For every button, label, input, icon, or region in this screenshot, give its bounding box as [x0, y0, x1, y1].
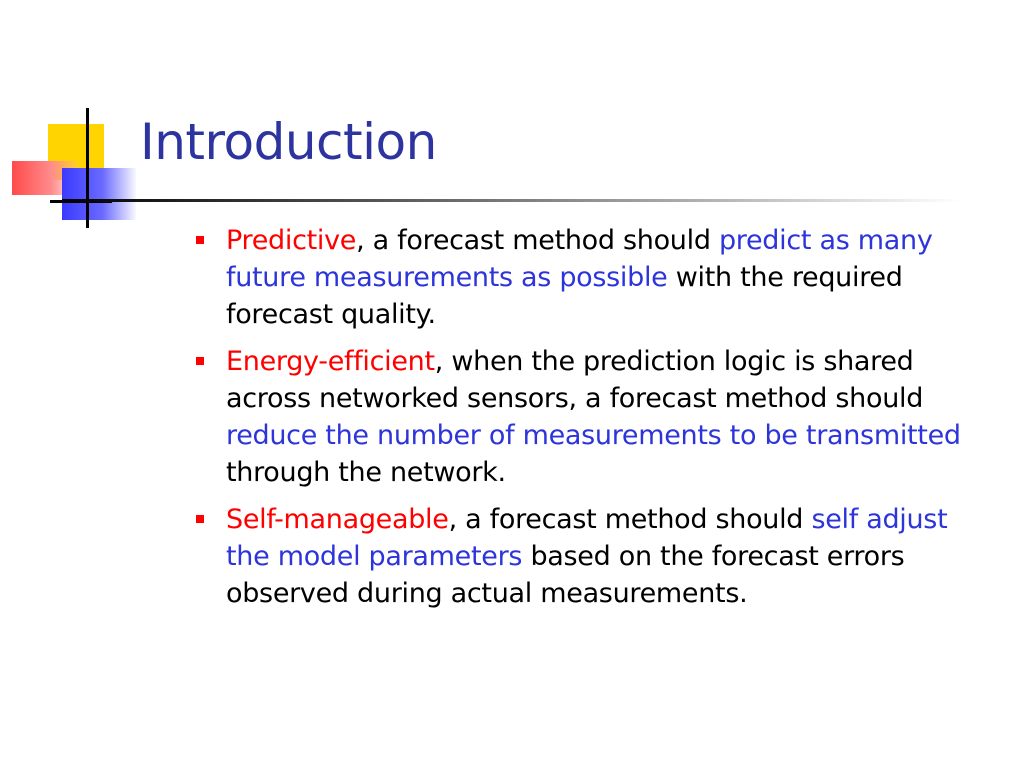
- bullet-item-self-manageable: [196, 501, 966, 612]
- bullet-item-energy-efficient: [196, 343, 966, 491]
- bullet-highlight: self adjust the model parameters: [226, 504, 948, 572]
- bullet-text: with the required forecast quality.: [226, 262, 903, 330]
- bullet-square-icon: [196, 357, 204, 365]
- bullet-term: Energy-efficient: [226, 346, 435, 377]
- bullet-highlight: reduce the number of measurements to be transmitted: [226, 420, 961, 451]
- bullet-item-predictive: [196, 222, 966, 333]
- bullet-list: [196, 222, 966, 622]
- logo-vertical-line: [86, 108, 89, 228]
- bullet-text: , when the prediction logic is shared across networked sensors, a forecast method should: [226, 346, 924, 414]
- slide-logo-decoration: [0, 0, 150, 240]
- bullet-text: , a forecast method should: [448, 504, 812, 535]
- bullet-highlight: predict as many future measurements as possible: [226, 225, 933, 293]
- bullet-square-icon: [196, 236, 204, 244]
- bullet-text: , a forecast method should: [356, 225, 719, 256]
- title-divider: [62, 199, 962, 202]
- bullet-text: based on the forecast errors observed during actual measurements.: [226, 541, 905, 609]
- bullet-term: Predictive: [226, 225, 357, 256]
- bullet-text: through the network.: [226, 457, 506, 488]
- bullet-term: Self-manageable: [226, 504, 449, 535]
- bullet-square-icon: [196, 515, 204, 523]
- slide-title: Introduction: [140, 113, 437, 171]
- logo-blue-square: [62, 168, 136, 220]
